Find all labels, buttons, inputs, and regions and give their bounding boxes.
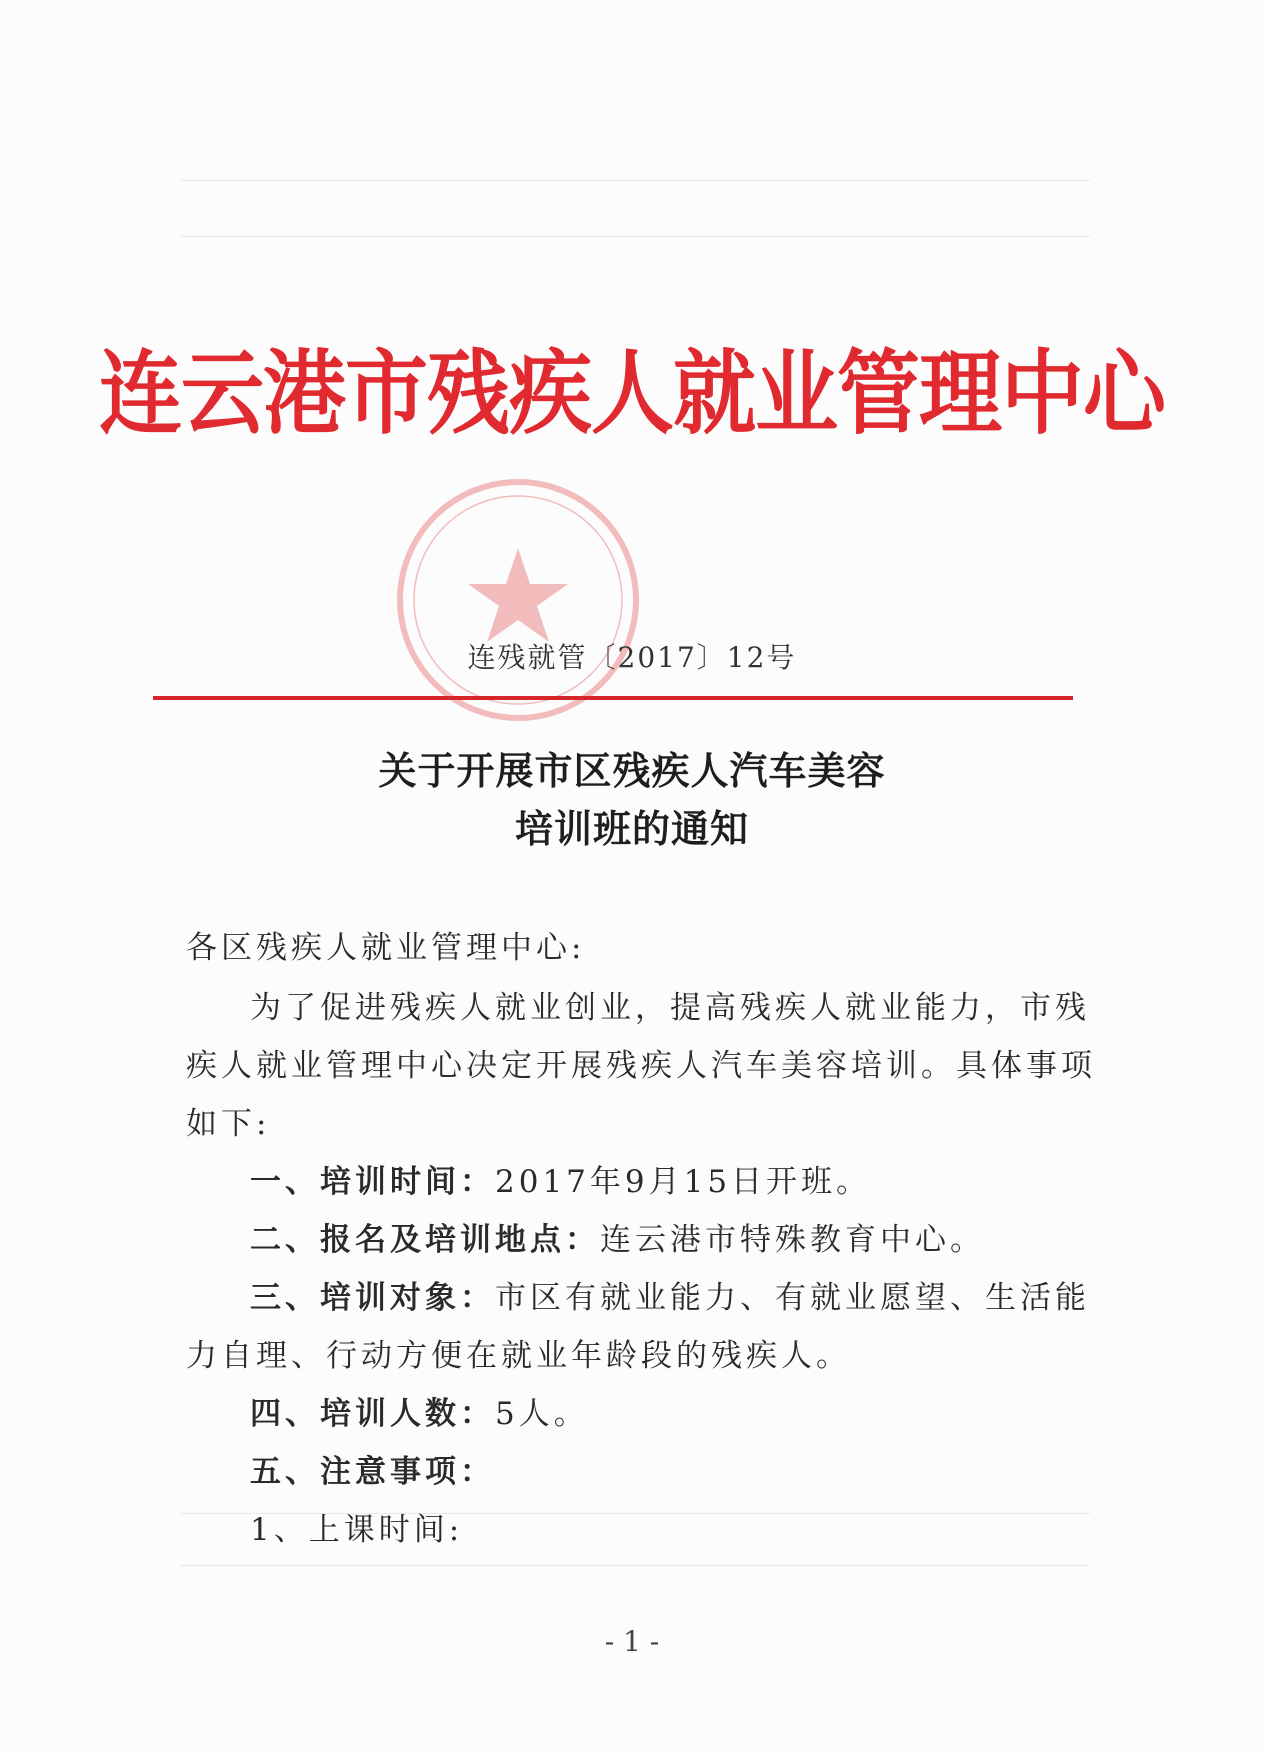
item-value: 连云港市特殊教育中心。 <box>600 1222 985 1258</box>
sub-item: 1、上课时间: <box>250 1512 464 1548</box>
item-value: 2017年9月15日开班。 <box>495 1164 872 1200</box>
item-label: 一、培训时间： <box>250 1164 495 1200</box>
bleed-through-mark <box>180 180 1090 181</box>
item-label: 五、注意事项： <box>250 1454 495 1490</box>
paragraph-line: 为了促进残疾人就业创业，提高残疾人就业能力，市残 <box>250 990 1090 1026</box>
list-item <box>250 1272 1110 1317</box>
red-divider <box>153 696 1073 700</box>
item-label: 三、培训对象： <box>250 1280 495 1316</box>
page-number: - 1 - <box>604 1625 660 1658</box>
paragraph-line: 如下: <box>186 1106 271 1142</box>
document-title-line1: 关于开展市区残疾人汽车美容 <box>378 748 886 793</box>
paragraph-line: 疾人就业管理中心决定开展残疾人汽车美容培训。具体事项 <box>186 1048 1096 1084</box>
salutation: 各区残疾人就业管理中心: <box>186 930 586 966</box>
list-item <box>250 1214 1110 1259</box>
document-number: 连残就管〔2017〕12号 <box>467 641 797 674</box>
bleed-through-mark <box>180 236 1090 237</box>
list-item <box>250 1156 1110 1201</box>
official-seal-icon <box>388 470 648 730</box>
item-value: 市区有就业能力、有就业愿望、生活能 <box>495 1280 1090 1316</box>
item-label: 四、培训人数： <box>250 1396 495 1432</box>
paragraph-line: 力自理、行动方便在就业年龄段的残疾人。 <box>186 1338 851 1374</box>
item-label: 二、报名及培训地点： <box>250 1222 600 1258</box>
document-title-line2: 培训班的通知 <box>514 806 749 851</box>
list-item <box>250 1388 1110 1433</box>
letterhead-org-name: 连云港市残疾人就业管理中心 <box>99 340 1165 447</box>
bleed-through-mark <box>180 1565 1090 1566</box>
item-value: 5人。 <box>495 1396 589 1432</box>
